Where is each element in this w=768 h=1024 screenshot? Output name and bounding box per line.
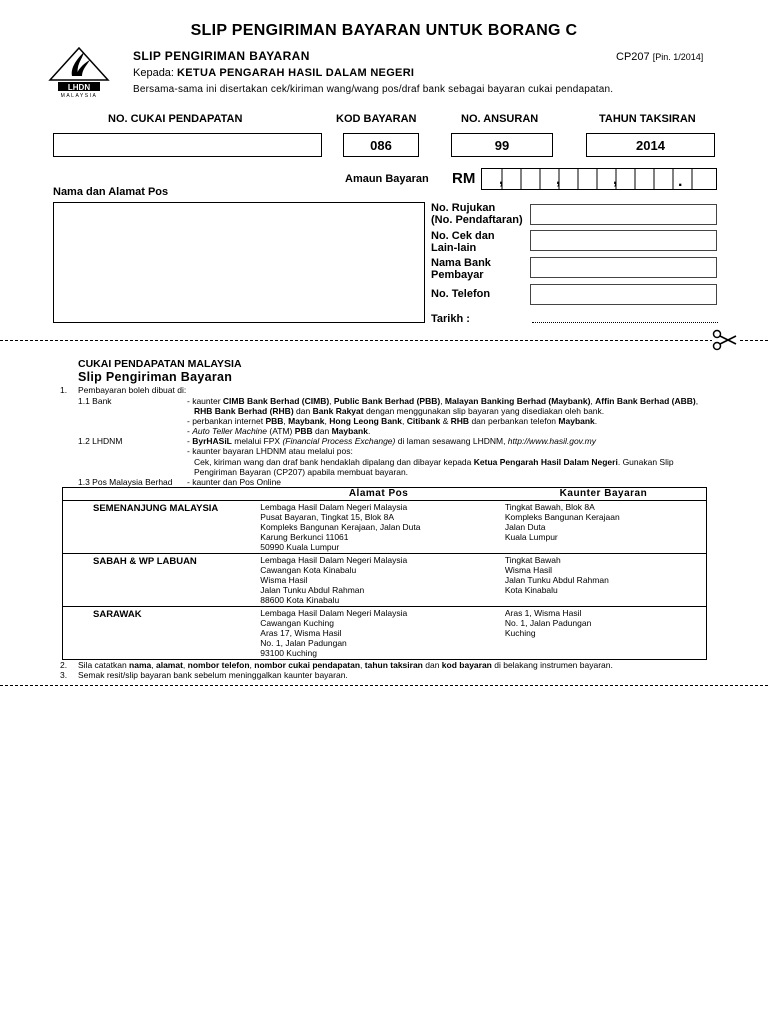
- t19: Hong Leong Bank: [329, 416, 402, 426]
- form-code: [616, 51, 703, 63]
- t15: PBB: [265, 416, 284, 426]
- t35: ByrHASiL: [192, 436, 232, 446]
- note-num-2: 2.: [60, 660, 68, 670]
- amount-dot: .: [678, 173, 683, 190]
- t38: di laman sesawang LHDNM,: [395, 436, 508, 446]
- kepada-value: KETUA PENGARAH HASIL DALAM NEGERI: [177, 67, 415, 79]
- t18: ,: [324, 416, 330, 426]
- website-link[interactable]: http://www.hasil.gov.my: [507, 436, 596, 446]
- t16: ,: [283, 416, 289, 426]
- telefon-label: No. Telefon: [431, 288, 491, 300]
- t26: .: [594, 416, 598, 426]
- note-num-3: 3.: [60, 670, 68, 680]
- info-s12-line4: Pengiriman Bayaran (CP207) apabila membuat bayaran.: [194, 467, 409, 477]
- counter-line: Kota Kinabalu: [504, 585, 558, 595]
- addr-line: 93100 Kuching: [260, 648, 318, 658]
- info-s12-line3: [194, 457, 674, 467]
- n1: Sila catatkan: [78, 660, 130, 670]
- t37: (Financial Process Exchange): [282, 436, 396, 446]
- addr-line: Lembaga Hasil Dalam Negeri Malaysia: [260, 608, 408, 618]
- cek-input[interactable]: [530, 230, 717, 251]
- n2: nama: [129, 660, 152, 670]
- tahun-taksiran-field[interactable]: 2014: [586, 133, 715, 157]
- rujukan-label: No. Rujukan (No. Pendaftaran): [431, 202, 523, 226]
- table-row: [63, 501, 707, 554]
- col-no-ansuran: NO. ANSURAN: [461, 113, 539, 125]
- telefon-input[interactable]: [530, 284, 717, 305]
- addr-line: Cawangan Kota Kinabalu: [260, 565, 357, 575]
- info-s11-line2: [194, 406, 604, 416]
- counter-line: Jalan Tunku Abdul Rahman: [504, 575, 609, 585]
- addr-line: Wisma Hasil: [260, 575, 308, 585]
- t33: .: [367, 426, 371, 436]
- note-3: Semak resit/slip bayaran bank sebelum meninggalkan kaunter bayaran.: [78, 670, 348, 680]
- logo-subtext: MALAYSIA: [60, 93, 98, 98]
- table-header-alamat: Alamat Pos: [348, 488, 409, 499]
- n11: dan: [422, 660, 442, 670]
- n4: alamat: [155, 660, 183, 670]
- table-row: [63, 607, 707, 660]
- n13: di belakang instrumen bayaran.: [491, 660, 613, 670]
- t32: Maybank: [331, 426, 368, 436]
- n7: ,: [249, 660, 255, 670]
- info-heading: Slip Pengiriman Bayaran: [78, 370, 233, 384]
- region-name: SABAH & WP LABUAN: [63, 554, 257, 607]
- amaun-input[interactable]: [481, 168, 717, 190]
- alamat-cell: [256, 501, 501, 554]
- t10: RHB Bank Berhad (RHB): [194, 406, 294, 416]
- header-note: Bersama-sama ini disertakan cek/kiriman wang/wang pos/draf bank sebagai bayaran cukai pendapatan.: [133, 84, 614, 95]
- page-title: SLIP PENGIRIMAN BAYARAN UNTUK BORANG C: [190, 22, 578, 39]
- info-s11-line4: [187, 426, 370, 436]
- info-p1: Pembayaran boleh dibuat di:: [78, 385, 187, 395]
- info-org: CUKAI PENDAPATAN MALAYSIA: [78, 358, 242, 370]
- lhdn-logo-graphic: [46, 46, 112, 98]
- cek-label: No. Cek dan Lain-lain: [431, 230, 495, 254]
- table-row: [63, 554, 707, 607]
- kaunter-cell: [501, 554, 707, 607]
- addr-line: Jalan Tunku Abdul Rahman: [260, 585, 365, 595]
- alamat-cell: [256, 554, 501, 607]
- amaun-label: Amaun Bayaran: [345, 173, 429, 185]
- t2: CIMB Bank Berhad (CIMB): [222, 396, 330, 406]
- tarikh-input[interactable]: [532, 322, 718, 323]
- currency-label: RM: [452, 170, 476, 187]
- col-kod-bayaran: KOD BAYARAN: [336, 113, 417, 125]
- kepada-line: [133, 67, 414, 79]
- amount-sep-1: ,: [499, 171, 504, 188]
- col-tahun-taksiran: TAHUN TAKSIRAN: [599, 113, 696, 125]
- addr-line: Aras 17, Wisma Hasil: [260, 628, 342, 638]
- t1: - kaunter: [187, 396, 223, 406]
- t14: - perbankan internet: [187, 416, 266, 426]
- t22: &: [440, 416, 451, 426]
- t30: PBB: [294, 426, 313, 436]
- t20: ,: [401, 416, 407, 426]
- logo-text: LHDN: [67, 83, 91, 92]
- t36: melalui FPX: [231, 436, 283, 446]
- info-num-1: 1.: [60, 385, 68, 395]
- tarikh-label: Tarikh :: [431, 313, 470, 325]
- n10: tahun taksiran: [364, 660, 423, 670]
- info-s13-line1: - kaunter dan Pos Online: [187, 477, 282, 487]
- lhdn-logo: [46, 46, 112, 98]
- alamat-cell: [256, 607, 501, 660]
- amount-sep-2: ,: [556, 171, 561, 188]
- n6: nombor telefon: [187, 660, 250, 670]
- addr-line: Kompleks Bangunan Kerajaan, Jalan Duta: [260, 522, 421, 532]
- t8: Affin Bank Berhad (ABB): [595, 396, 696, 406]
- addr-line: Cawangan Kuching: [260, 618, 335, 628]
- t25: Maybank: [558, 416, 595, 426]
- n12: kod bayaran: [441, 660, 492, 670]
- t3: ,: [329, 396, 334, 406]
- info-s11-line1: [187, 396, 698, 406]
- info-s12-line2: - kaunter bayaran LHDNM atau melalui pos:: [187, 446, 353, 456]
- cut-line-bottom: [0, 685, 768, 686]
- addr-line: No. 1, Jalan Padungan: [260, 638, 347, 648]
- t28: Auto Teller Machine: [192, 426, 268, 436]
- info-s12: 1.2 LHDNM: [78, 436, 123, 446]
- addr-line: Lembaga Hasil Dalam Negeri Malaysia: [260, 555, 408, 565]
- addr-line: Lembaga Hasil Dalam Negeri Malaysia: [260, 502, 408, 512]
- addr-line: Karung Berkunci 11061: [260, 532, 349, 542]
- amount-sep-3: ,: [613, 171, 618, 188]
- bank-input[interactable]: [530, 257, 717, 278]
- t27: -: [187, 426, 193, 436]
- kepada-label: Kepada:: [133, 67, 174, 79]
- n8: nombor cukai pendapatan: [254, 660, 361, 670]
- col-no-cukai: NO. CUKAI PENDAPATAN: [108, 113, 243, 125]
- addr-line: Pusat Bayaran, Tingkat 15, Blok 8A: [260, 512, 395, 522]
- alamat-input[interactable]: [53, 202, 425, 323]
- counter-line: No. 1, Jalan Padungan: [504, 618, 592, 628]
- t17: Maybank: [288, 416, 325, 426]
- t40: Ketua Pengarah Hasil Dalam Negeri: [473, 457, 618, 467]
- no-ansuran-field[interactable]: 99: [451, 133, 553, 157]
- info-s11: 1.1 Bank: [78, 396, 112, 406]
- counter-line: Tingkat Bawah, Blok 8A: [504, 502, 595, 512]
- addr-line: 50990 Kuala Lumpur: [260, 542, 340, 552]
- bank-label: Nama Bank Pembayar: [431, 257, 491, 281]
- addr-line: 88600 Kota Kinabalu: [260, 595, 340, 605]
- t9: ,: [695, 396, 699, 406]
- counter-line: Aras 1, Wisma Hasil: [504, 608, 582, 618]
- t4: Public Bank Berhad (PBB): [333, 396, 441, 406]
- t39: Cek, kiriman wang dan draf bank hendaklah dipalang dan dibayar kepada: [194, 457, 474, 467]
- counter-line: Kuala Lumpur: [504, 532, 558, 542]
- subtitle: SLIP PENGIRIMAN BAYARAN: [133, 49, 310, 63]
- t41: . Gunakan Slip: [617, 457, 674, 467]
- note-2: [78, 660, 613, 670]
- t21: Citibank: [406, 416, 441, 426]
- info-s11-line3: [187, 416, 597, 426]
- scissors-icon: [712, 328, 738, 352]
- t11: dan: [293, 406, 313, 416]
- rujukan-input[interactable]: [530, 204, 717, 225]
- n5: ,: [182, 660, 188, 670]
- t24: dan perbankan telefon: [469, 416, 559, 426]
- no-cukai-input[interactable]: [53, 133, 322, 157]
- table-header-kaunter: Kaunter Bayaran: [559, 488, 648, 499]
- counter-line: Jalan Duta: [504, 522, 546, 532]
- cut-line-top: [0, 340, 768, 341]
- alamat-label: Nama dan Alamat Pos: [53, 186, 169, 198]
- t6: Malayan Banking Berhad (Maybank): [444, 396, 591, 406]
- region-name: SEMENANJUNG MALAYSIA: [63, 501, 257, 554]
- t12: Bank Rakyat: [312, 406, 364, 416]
- n3: ,: [151, 660, 156, 670]
- n9: ,: [360, 660, 365, 670]
- t7: ,: [590, 396, 596, 406]
- kaunter-cell: [501, 501, 707, 554]
- t5: ,: [440, 396, 445, 406]
- counter-line: Tingkat Bawah: [504, 555, 561, 565]
- info-s13: 1.3 Pos Malaysia Berhad: [78, 477, 173, 487]
- t13: dengan menggunakan slip bayaran yang disediakan oleh bank.: [363, 406, 605, 416]
- counter-line: Wisma Hasil: [504, 565, 553, 575]
- form-code-value: CP207: [616, 51, 650, 63]
- counter-line: Kompleks Bangunan Kerajaan: [504, 512, 620, 522]
- t23: RHB: [450, 416, 470, 426]
- region-name: SARAWAK: [63, 607, 257, 660]
- form-pin: [Pin. 1/2014]: [652, 52, 704, 62]
- kod-bayaran-field[interactable]: 086: [343, 133, 419, 157]
- table-header-row: [63, 488, 707, 501]
- counter-line: Kuching: [504, 628, 536, 638]
- t34: -: [187, 436, 193, 446]
- info-s12-line1: [187, 436, 596, 446]
- kaunter-cell: [501, 607, 707, 660]
- t29: (ATM): [267, 426, 295, 436]
- table-header-empty: [63, 488, 257, 501]
- payment-locations-table: [62, 487, 707, 660]
- t31: dan: [312, 426, 332, 436]
